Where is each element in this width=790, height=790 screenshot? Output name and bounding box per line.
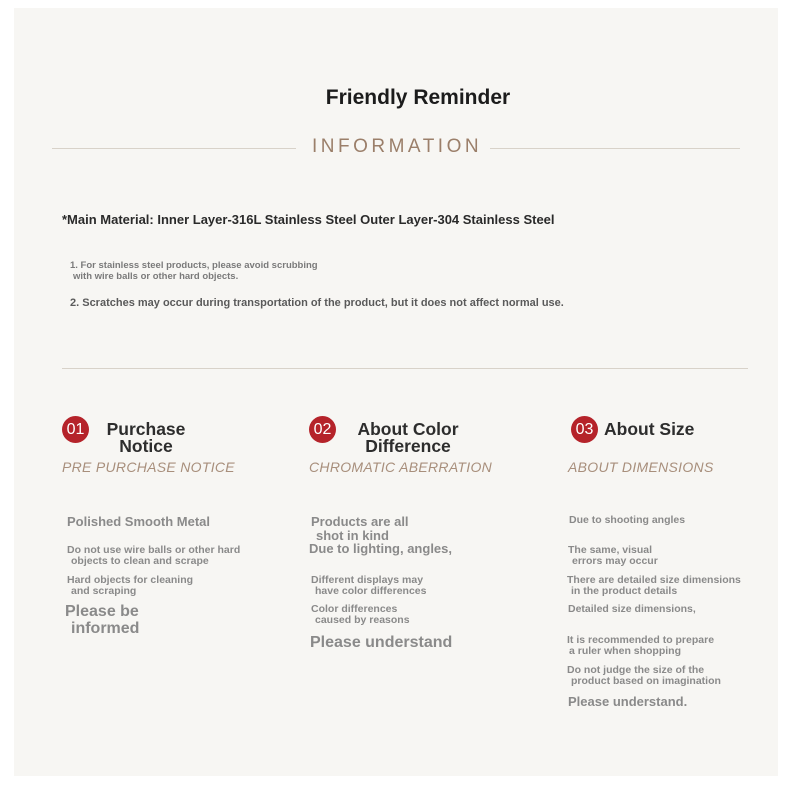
- section-number-badge: 02: [309, 416, 336, 443]
- section-line: Due to lighting, angles,: [309, 541, 452, 556]
- section-line: There are detailed size dimensions: [567, 574, 741, 586]
- section-line: errors may occur: [572, 555, 658, 567]
- divider-right: [490, 148, 740, 149]
- note-1-line-1: 1. For stainless steel products, please avoid scrubbing: [70, 260, 318, 271]
- note-1: [70, 260, 318, 282]
- section-line: Please understand: [310, 634, 453, 651]
- section-line: have color differences: [315, 585, 427, 597]
- section-title-line-2: Notice: [119, 436, 173, 456]
- background-panel: [14, 8, 778, 776]
- section-subtitle: ABOUT DIMENSIONS: [568, 459, 714, 475]
- section-title: [96, 421, 196, 455]
- info-heading: INFORMATION: [312, 136, 483, 157]
- section-line: Hard objects for cleaning: [67, 574, 194, 586]
- section-divider: [62, 368, 748, 369]
- section-title-line-1: About Color: [357, 419, 459, 439]
- page-title: Friendly Reminder: [325, 86, 511, 109]
- section-line: Polished Smooth Metal: [67, 514, 211, 529]
- section-line: Do not use wire balls or other hard: [67, 544, 241, 556]
- section-line: Do not judge the size of the: [567, 664, 705, 676]
- section-line: product based on imagination: [571, 675, 721, 687]
- section-subtitle: CHROMATIC ABERRATION: [309, 459, 493, 475]
- section-line: a ruler when shopping: [569, 645, 682, 657]
- section-number-badge: 03: [571, 416, 598, 443]
- note-2: 2. Scratches may occur during transportation of the product, but it does not affect normal use.: [70, 297, 564, 309]
- material-text: *Main Material: Inner Layer-316L Stainless Steel Outer Layer-304 Stainless Steel: [62, 212, 555, 227]
- section-line: Detailed size dimensions,: [568, 603, 696, 615]
- section-line: informed: [71, 620, 140, 637]
- section-line: The same, visual: [568, 544, 653, 556]
- section-title: [604, 421, 694, 438]
- section-title: [340, 421, 476, 455]
- section-title-line-1: Purchase: [106, 419, 186, 439]
- section-line: and scraping: [71, 585, 137, 597]
- section-line: shot in kind: [316, 528, 389, 543]
- section-line: Different displays may: [311, 574, 424, 586]
- section-line: caused by reasons: [315, 614, 410, 626]
- section-line: Color differences: [311, 603, 398, 615]
- section-line: Please understand.: [568, 694, 688, 709]
- section-subtitle: PRE PURCHASE NOTICE: [62, 459, 235, 475]
- divider-left: [52, 148, 296, 149]
- note-1-line-2: with wire balls or other hard objects.: [73, 271, 239, 282]
- section-title-line-1: About Size: [604, 419, 695, 439]
- section-line: Products are all: [311, 514, 409, 529]
- section-title-line-2: Difference: [365, 436, 451, 456]
- section-line: Due to shooting angles: [569, 514, 686, 526]
- section-line: objects to clean and scrape: [71, 555, 209, 567]
- section-number-badge: 01: [62, 416, 89, 443]
- section-line: in the product details: [571, 585, 678, 597]
- section-line: It is recommended to prepare: [567, 634, 715, 646]
- section-line: Please be: [65, 603, 139, 620]
